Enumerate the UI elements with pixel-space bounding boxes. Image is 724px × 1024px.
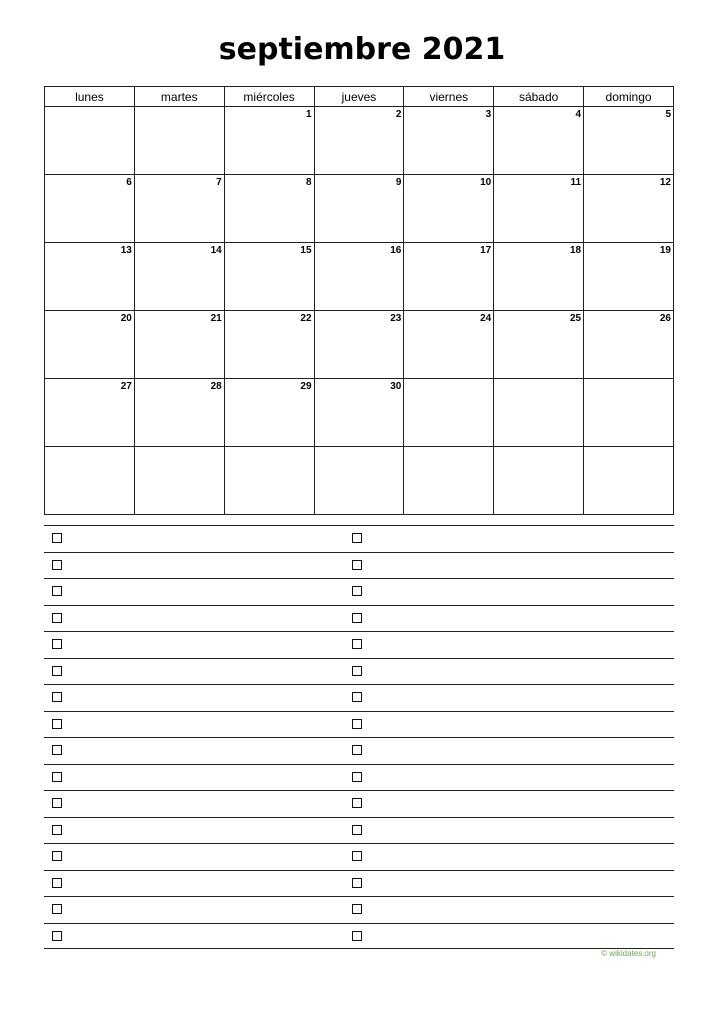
day-number: [135, 447, 224, 449]
week-row: [45, 379, 674, 447]
day-cell: [45, 379, 135, 447]
day-cell: [404, 311, 494, 379]
day-cell: [314, 447, 404, 515]
checkbox-right[interactable]: [352, 931, 362, 941]
week-row: [45, 447, 674, 515]
checklist-row: [44, 843, 674, 870]
day-number: 23: [390, 313, 402, 324]
weekday-domingo: domingo: [584, 87, 674, 107]
day-number: 15: [300, 245, 312, 256]
checklist-row: [44, 578, 674, 605]
weekday-viernes: viernes: [404, 87, 494, 107]
checkbox-right[interactable]: [352, 772, 362, 782]
checkbox-left[interactable]: [52, 560, 62, 570]
checkbox-right[interactable]: [352, 904, 362, 914]
checkbox-left[interactable]: [52, 533, 62, 543]
checkbox-right[interactable]: [352, 666, 362, 676]
day-number: 18: [569, 245, 582, 256]
weekday-sabado: sábado: [494, 87, 584, 107]
week-row: [45, 107, 674, 175]
checkbox-right[interactable]: [352, 692, 362, 702]
day-number: 12: [659, 177, 671, 188]
day-number: 3: [485, 109, 492, 120]
checkbox-right[interactable]: [352, 533, 362, 543]
checkbox-right[interactable]: [352, 613, 362, 623]
checklist-row: [44, 896, 674, 923]
checkbox-left[interactable]: [52, 798, 62, 808]
checkbox-left[interactable]: [52, 692, 62, 702]
day-cell: [45, 175, 135, 243]
day-cell: [494, 107, 584, 175]
day-cell: [45, 107, 135, 175]
day-cell: [314, 107, 404, 175]
checkbox-right[interactable]: [352, 639, 362, 649]
checklist-row: [44, 525, 674, 552]
day-number: [404, 379, 493, 381]
day-cell: [404, 107, 494, 175]
day-cell: [404, 447, 494, 515]
day-cell: [134, 107, 224, 175]
checkbox-left[interactable]: [52, 745, 62, 755]
day-number: [494, 447, 583, 449]
day-cell: [584, 447, 674, 515]
day-number: 22: [300, 313, 312, 324]
checklist-row: [44, 737, 674, 764]
day-cell: [134, 175, 224, 243]
calendar-body: [45, 107, 674, 515]
day-number: [494, 379, 583, 381]
checklist-row: [44, 870, 674, 897]
day-cell: [584, 243, 674, 311]
checkbox-left[interactable]: [52, 851, 62, 861]
checkbox-right[interactable]: [352, 719, 362, 729]
day-cell: [494, 175, 584, 243]
checklist-row: [44, 552, 674, 579]
day-cell: [224, 175, 314, 243]
checklist-row: [44, 764, 674, 791]
day-number: [45, 107, 134, 109]
day-cell: [494, 379, 584, 447]
day-cell: [224, 379, 314, 447]
checklist: [44, 525, 674, 949]
day-number: 28: [210, 381, 222, 392]
day-number: 10: [480, 177, 492, 188]
checklist-row: [44, 631, 674, 658]
checklist-row: [44, 923, 674, 950]
checkbox-right[interactable]: [352, 798, 362, 808]
day-cell: [224, 243, 314, 311]
day-cell: [314, 175, 404, 243]
day-number: 1: [305, 109, 312, 120]
checklist-row: [44, 790, 674, 817]
checkbox-left[interactable]: [52, 904, 62, 914]
checkbox-right[interactable]: [352, 560, 362, 570]
day-cell: [584, 175, 674, 243]
checkbox-left[interactable]: [52, 825, 62, 835]
day-cell: [314, 311, 404, 379]
checkbox-left[interactable]: [52, 586, 62, 596]
day-number: 26: [659, 313, 671, 324]
copyright-footer: © wikidates.org: [601, 949, 656, 958]
day-number: [404, 447, 493, 449]
checklist-row: [44, 605, 674, 632]
day-number: [315, 447, 404, 449]
day-cell: [224, 447, 314, 515]
day-number: 27: [120, 381, 132, 392]
day-number: [135, 107, 224, 109]
day-cell: [224, 311, 314, 379]
day-cell: [404, 175, 494, 243]
checkbox-right[interactable]: [352, 878, 362, 888]
day-number: 29: [300, 381, 312, 392]
checkbox-left[interactable]: [52, 719, 62, 729]
weekday-jueves: jueves: [314, 87, 404, 107]
day-cell: [584, 311, 674, 379]
day-cell: [45, 447, 135, 515]
day-number: 30: [390, 381, 402, 392]
week-row: [45, 243, 674, 311]
weekday-miercoles: miércoles: [224, 87, 314, 107]
checklist-row: [44, 658, 674, 685]
day-number: 25: [569, 313, 582, 324]
day-cell: [314, 243, 404, 311]
day-cell: [314, 379, 404, 447]
day-cell: [45, 311, 135, 379]
checklist-row: [44, 817, 674, 844]
day-cell: [404, 243, 494, 311]
checkbox-left[interactable]: [52, 639, 62, 649]
checkbox-left[interactable]: [52, 772, 62, 782]
day-number: 5: [665, 109, 671, 120]
day-cell: [494, 311, 584, 379]
day-number: 17: [480, 245, 492, 256]
day-number: 19: [659, 245, 671, 256]
day-number: [225, 447, 314, 449]
day-number: 11: [570, 177, 582, 188]
day-cell: [584, 107, 674, 175]
day-cell: [494, 243, 584, 311]
day-number: 13: [120, 245, 132, 256]
day-cell: [134, 311, 224, 379]
day-cell: [584, 379, 674, 447]
day-number: 4: [575, 109, 582, 120]
day-number: 24: [480, 313, 492, 324]
checkbox-right[interactable]: [352, 851, 362, 861]
day-cell: [404, 379, 494, 447]
week-row: [45, 311, 674, 379]
day-cell: [494, 447, 584, 515]
week-row: [45, 175, 674, 243]
checkbox-left[interactable]: [52, 613, 62, 623]
weekday-martes: martes: [134, 87, 224, 107]
checkbox-right[interactable]: [352, 825, 362, 835]
day-number: [584, 379, 673, 381]
day-number: [584, 447, 673, 449]
day-number: 9: [395, 177, 402, 188]
calendar-grid: [44, 86, 674, 515]
checkbox-right[interactable]: [352, 745, 362, 755]
day-cell: [45, 243, 135, 311]
day-number: 7: [216, 177, 222, 188]
day-cell: [134, 379, 224, 447]
day-number: [45, 447, 134, 449]
weekday-lunes: lunes: [45, 87, 135, 107]
day-cell: [134, 243, 224, 311]
checkbox-right[interactable]: [352, 586, 362, 596]
day-number: 8: [305, 177, 312, 188]
checkbox-left[interactable]: [52, 666, 62, 676]
checkbox-left[interactable]: [52, 931, 62, 941]
checklist-row: [44, 711, 674, 738]
day-cell: [224, 107, 314, 175]
weekday-header-row: [45, 87, 674, 107]
day-number: 14: [210, 245, 222, 256]
day-number: 21: [210, 313, 222, 324]
day-number: 6: [126, 177, 132, 188]
checklist-row: [44, 684, 674, 711]
day-number: 16: [390, 245, 402, 256]
day-number: 2: [395, 109, 402, 120]
checkbox-left[interactable]: [52, 878, 62, 888]
page-title: septiembre 2021: [218, 32, 506, 67]
day-number: 20: [120, 313, 132, 324]
day-cell: [134, 447, 224, 515]
